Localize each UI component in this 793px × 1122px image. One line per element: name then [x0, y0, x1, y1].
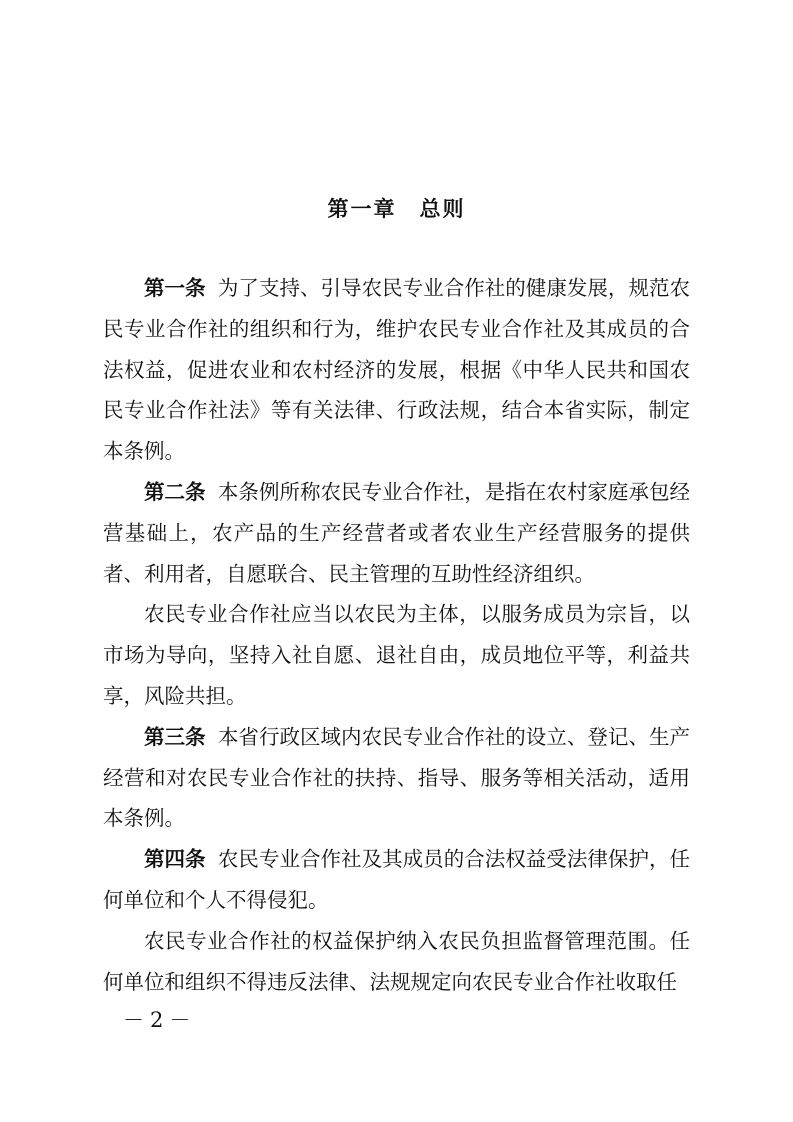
body-text: [103, 268, 690, 1002]
chapter-title: 第一章 总则: [327, 196, 466, 221]
article-label: 第二条: [144, 479, 206, 504]
article-4: [103, 839, 690, 921]
article-2: [103, 472, 690, 594]
article-text: 为了支持、引导农民专业合作社的健康发展，规范农民专业合作社的组织和行为，维护农民专业合作社及其成员的合法权益，促进农业和农村经济的发展，根据《中华人民共和国农民专业合作社法》等有关法律、行政法规，结合本省实际，制定本条例。: [103, 276, 691, 464]
article-4-paragraph-2: [103, 921, 690, 1003]
article-1: [103, 268, 690, 472]
article-label: 第三条: [144, 724, 206, 749]
article-text: 本条例所称农民专业合作社，是指在农村家庭承包经营基础上，农产品的生产经营者或者农业生产经营服务的提供者、利用者，自愿联合、民主管理的互助性经济组织。: [103, 479, 691, 586]
article-text: 本省行政区域内农民专业合作社的设立、登记、生产经营和对农民专业合作社的扶持、指导、服务等相关活动，适用本条例。: [103, 724, 691, 831]
article-label: 第四条: [144, 847, 206, 872]
paragraph-text: 农民专业合作社的权益保护纳入农民负担监督管理范围。任何单位和组织不得违反法律、法规规定向农民专业合作社收取任: [103, 928, 690, 994]
article-label: 第一条: [144, 276, 206, 300]
page-number: －2－: [123, 1008, 197, 1032]
article-2-paragraph-2: [103, 594, 690, 716]
paragraph-text: 农民专业合作社应当以农民为主体，以服务成员为宗旨，以市场为导向，坚持入社自愿、退社自由，成员地位平等，利益共享，风险共担。: [103, 602, 690, 708]
article-text: 农民专业合作社及其成员的合法权益受法律保护，任何单位和个人不得侵犯。: [103, 847, 691, 912]
article-3: [103, 717, 690, 839]
